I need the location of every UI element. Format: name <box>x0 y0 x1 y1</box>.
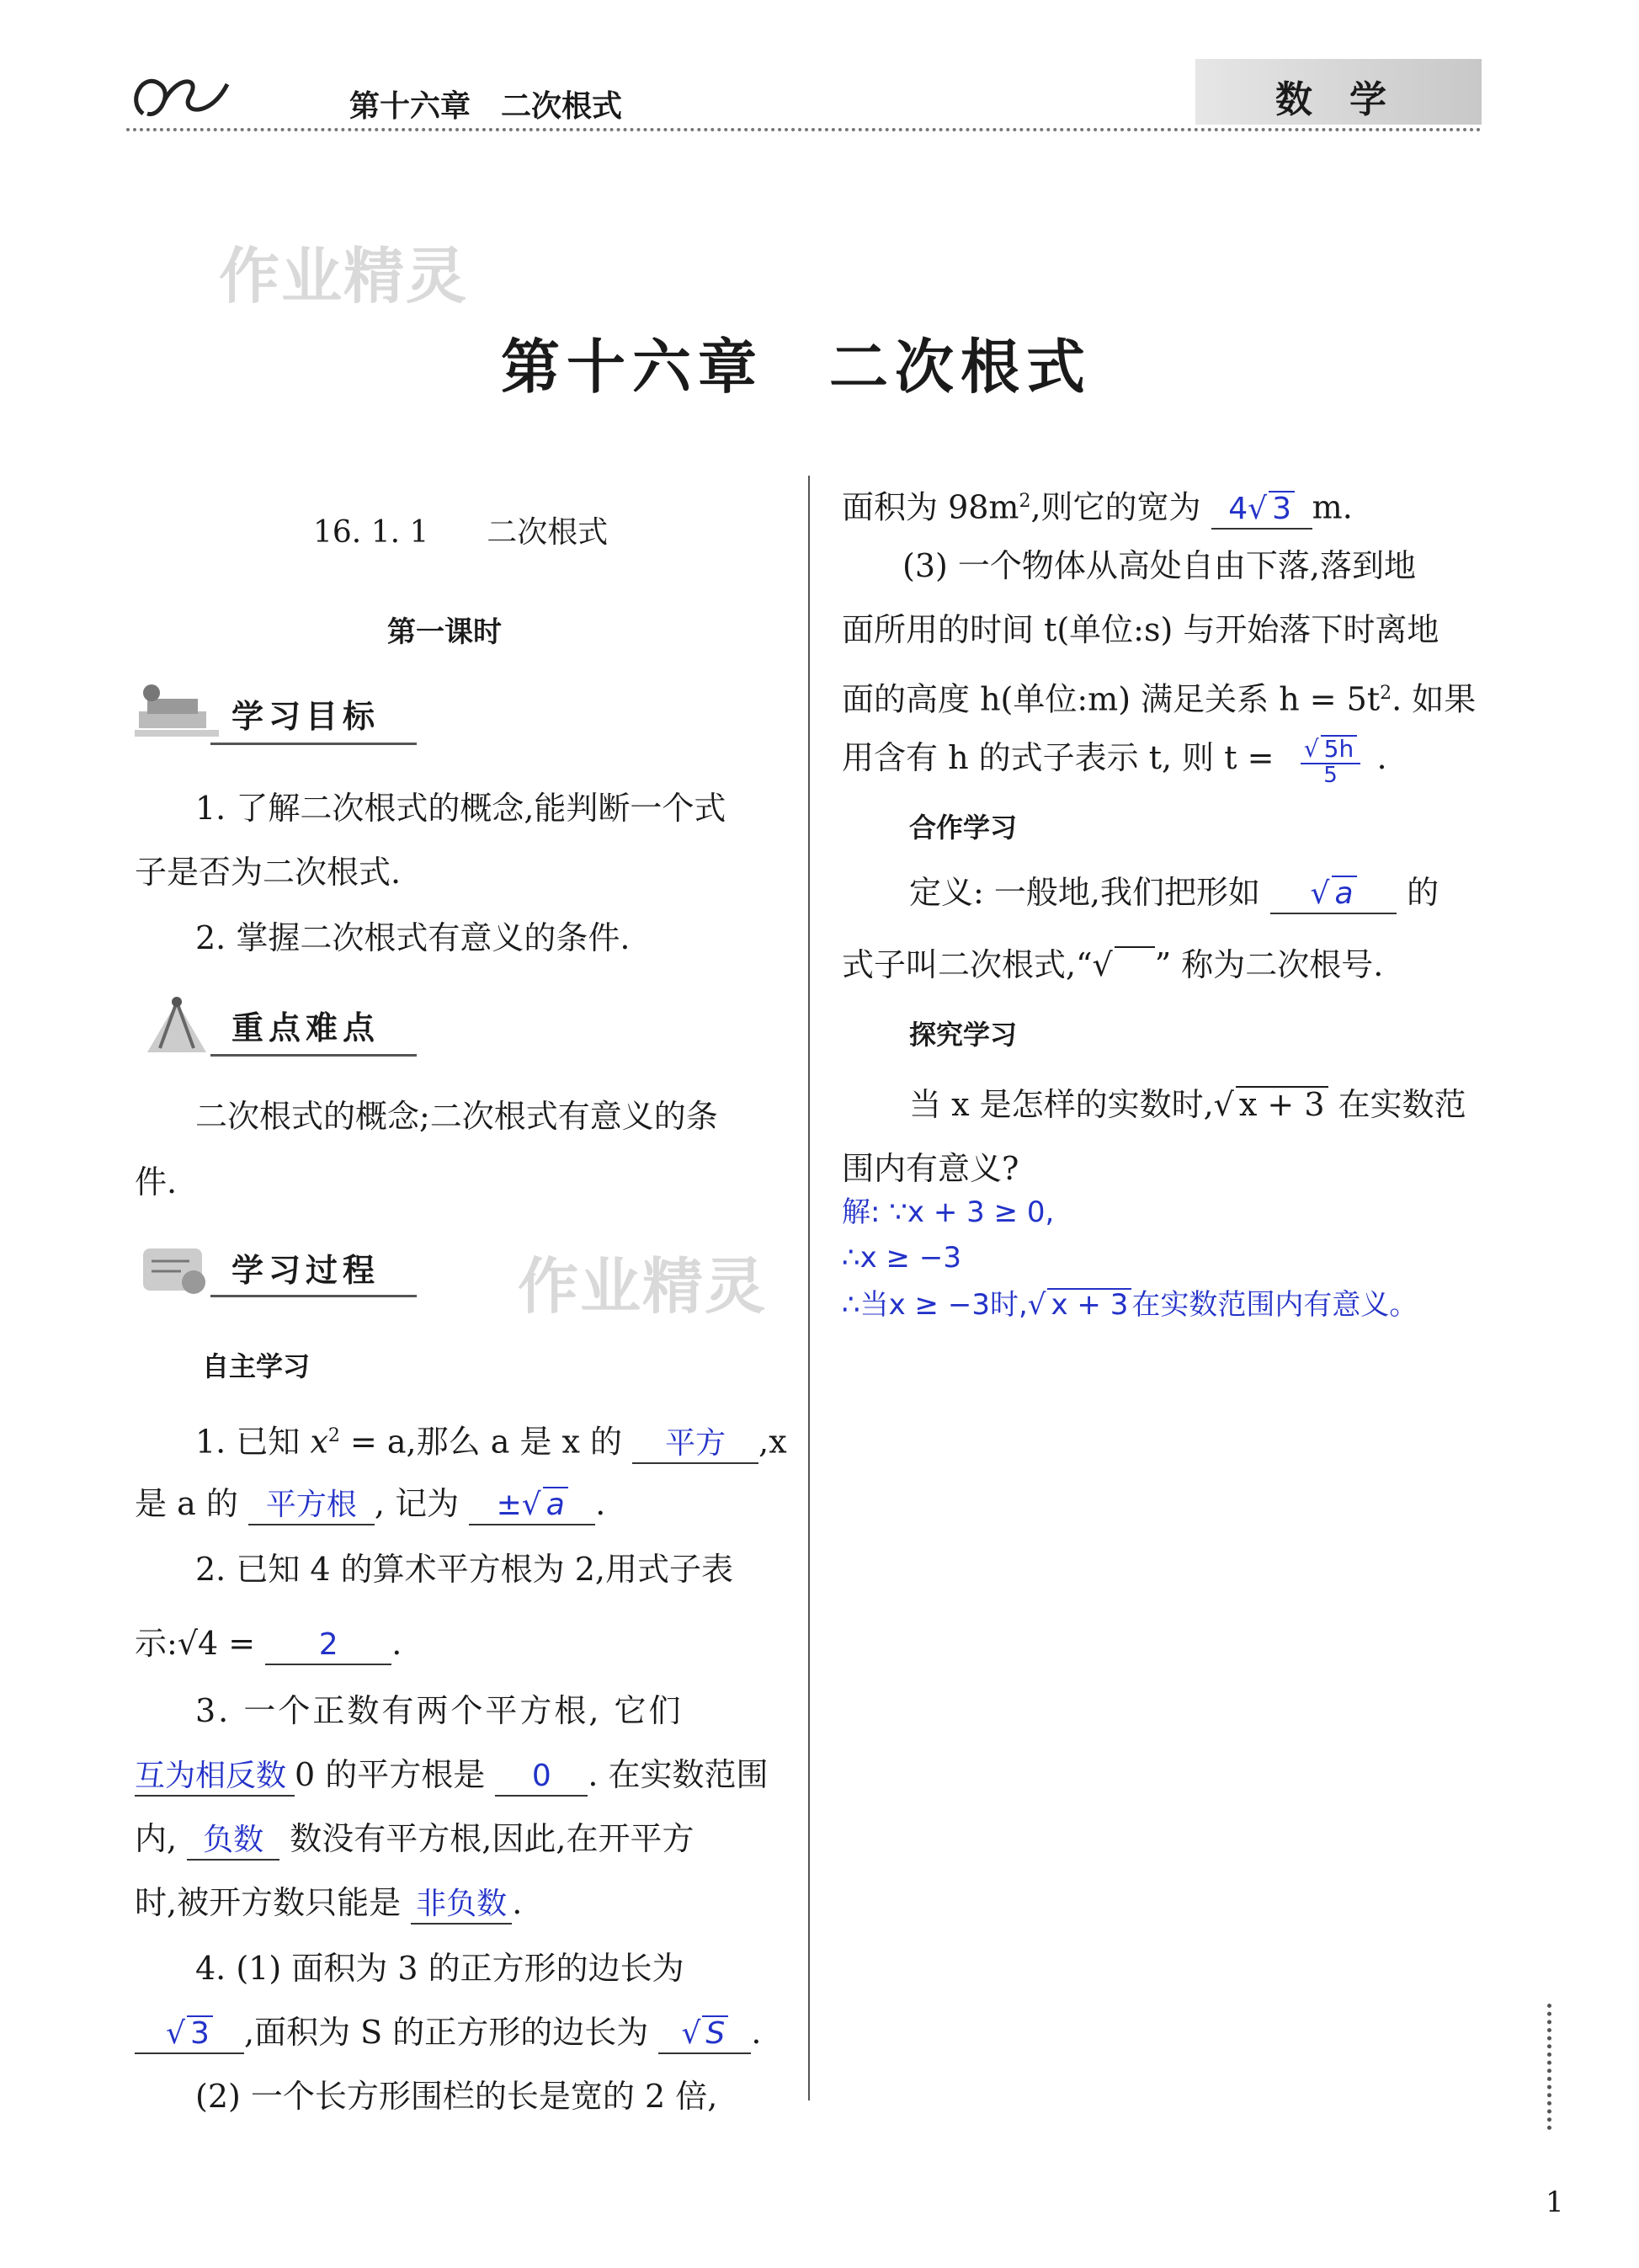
page-title: 第十六章 二次根式 <box>501 333 1092 402</box>
section-process-title: 学习过程 <box>231 1252 380 1289</box>
question-4a: 4. (1) 面积为 3 的正方形的边长为 <box>195 1950 684 1987</box>
header-subject: 数 学 <box>1275 78 1386 121</box>
cooperative-study-heading: 合作学习 <box>909 812 1018 844</box>
answer-blank[interactable]: 2 <box>265 1625 391 1665</box>
page-number: 1 <box>1546 2185 1564 2219</box>
keypoints-b: 件. <box>135 1163 178 1201</box>
section-rule <box>210 743 417 745</box>
question-3a: 3. 一个正数有两个平方根, 它们 <box>195 1692 684 1729</box>
watermark: 作业精灵 <box>518 1251 768 1322</box>
goal-1b: 子是否为二次根式. <box>135 854 402 891</box>
column-divider <box>808 476 810 2100</box>
answer-blank[interactable]: √ a <box>1270 874 1397 914</box>
answer-blank[interactable]: ±√ a <box>469 1485 595 1525</box>
question-4c: (2) 一个长方形围栏的长是宽的 2 倍, <box>195 2078 718 2115</box>
section-keypoints-title: 重点难点 <box>231 1009 380 1046</box>
answer-blank[interactable]: 0 <box>495 1756 588 1797</box>
question-3d: 时,被开方数只能是 非负数 . <box>135 1879 522 1926</box>
question-1a: 1. 已知 $x^2 = a$,那么 a 是 x 的 平方 ,x <box>195 1413 787 1466</box>
answer-blank[interactable]: 平方 <box>632 1424 758 1464</box>
lesson-period: 第一课时 <box>387 615 502 649</box>
question-4b: √ 3 ,面积为 S 的正方形的边长为 √ S . <box>135 2009 761 2056</box>
goal-1a: 1. 了解二次根式的概念,能判断一个式 <box>195 790 726 827</box>
explore-line-2: 围内有意义? <box>842 1150 1019 1187</box>
question-3b: 互为相反数 0 的平方根是 0 . 在实数范围 <box>135 1751 769 1798</box>
explore-line-1: 当 x 是怎样的实数时,√ x + 3 在实数范 <box>909 1086 1466 1123</box>
definition-line-2: 式子叫二次根式,“√ ” 称为二次根号. <box>842 946 1384 983</box>
header-chapter: 第十六章 二次根式 <box>349 89 623 124</box>
lesson-heading <box>313 509 608 556</box>
scroll-icon <box>130 1236 223 1303</box>
margin-dots <box>1547 2004 1555 2130</box>
exploration-study-heading: 探究学习 <box>909 1019 1018 1051</box>
compass-icon <box>130 993 223 1061</box>
header-logo <box>126 67 236 130</box>
section-goals-title: 学习目标 <box>231 698 380 735</box>
books-icon <box>130 678 223 745</box>
right-line-3: 面所用的时间 t(单位:s) 与开始落下时离地 <box>842 611 1439 648</box>
solution-line-3: ∴当x ≥ −3时,√ x + 3 在实数范围内有意义。 <box>842 1288 1418 1322</box>
solution-line-2: ∴x ≥ −3 <box>842 1241 961 1275</box>
answer-blank[interactable]: √ S <box>658 2014 751 2054</box>
solution-line-1: 解: ∵x + 3 ≥ 0, <box>842 1195 1055 1229</box>
answer-blank[interactable]: √ 3 <box>135 2014 244 2054</box>
answer-blank[interactable]: 平方根 <box>248 1485 375 1525</box>
answer-blank[interactable]: 互为相反数 <box>135 1756 295 1797</box>
definition-line-1: 定义: 一般地,我们把形如 √ a 的 <box>909 869 1439 916</box>
lesson-name: 二次根式 <box>487 515 609 550</box>
answer-blank[interactable]: $\frac{√ 5h}{5}$ <box>1285 735 1377 786</box>
right-line-2: (3) 一个物体从高处自由下落,落到地 <box>902 547 1416 584</box>
section-rule <box>210 1054 417 1057</box>
answer-blank[interactable]: 负数 <box>187 1820 279 1861</box>
answer-blank[interactable]: 4√ 3 <box>1211 489 1312 530</box>
self-study-heading: 自主学习 <box>202 1350 311 1382</box>
question-2b: 示:√4 = 2 . <box>135 1620 402 1667</box>
lesson-number: 16. 1. 1 <box>313 515 429 550</box>
watermark: 作业精灵 <box>219 241 469 311</box>
question-3c: 内, 负数 数没有平方根,因此,在开平方 <box>135 1815 694 1862</box>
right-line-1: 面积为 $98m^2$,则它的宽为 4√ 3 m. <box>842 478 1353 531</box>
goal-2: 2. 掌握二次根式有意义的条件. <box>195 919 631 956</box>
question-1b: 是 a 的 平方根 , 记为 ±√ a . <box>135 1480 605 1527</box>
right-line-4: 面的高度 h(单位:m) 满足关系 $h = 5t^2$. 如果 <box>842 680 1477 718</box>
header-dotted-rule <box>126 128 1482 136</box>
keypoints-a: 二次根式的概念;二次根式有意义的条 <box>195 1098 718 1135</box>
section-rule <box>210 1295 417 1297</box>
right-line-5: 用含有 h 的式子表示 t, 则 t = $\frac{√ 5h}{5}$ . <box>842 735 1387 788</box>
answer-blank[interactable]: 非负数 <box>411 1884 512 1925</box>
question-2a: 2. 已知 4 的算术平方根为 2,用式子表 <box>195 1551 734 1588</box>
